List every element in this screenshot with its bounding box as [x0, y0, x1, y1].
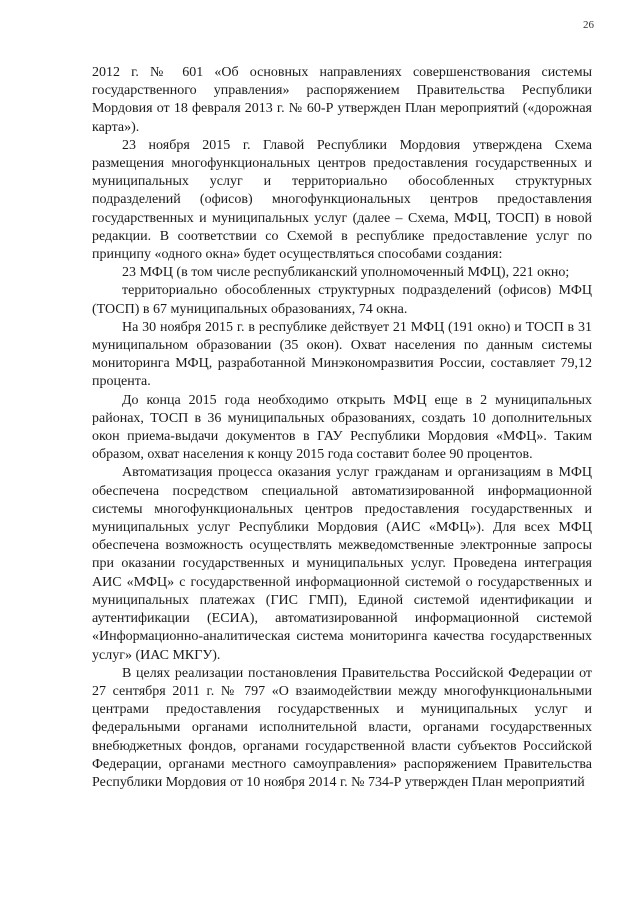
paragraph-continuation: 2012 г. № 601 «Об основных направлениях совершенствования системы государственного управления» распоряжением Правительства Республики Мордовия от 18 февраля 2013 г. № 60-Р утвержден План мероприятий («дорожная карта»). [92, 65, 592, 135]
paragraph-regulation: В целях реализации постановления Правительства Российской Федерации от 27 сентября 2011 г. № 797 «О взаимодействии между многофункциональными центрами предоставления государственных и муниципальных услуг и федеральными органами исполнительной власти, органами государственных внебюджетных фондов, органами государственной власти субъектов Российской Федерации, органами местного самоуправления» распоряжением Правительства Республики Мордовия от 10 ноября 2014 г. № 734-Р утвержден План мероприятий [92, 665, 592, 790]
paragraph-current-status: На 30 ноября 2015 г. в республике действует 21 МФЦ (191 окно) и ТОСП в 31 муниципальном образовании (35 окон). Охват населения по данным системы мониторинга МФЦ, разработанной Минэкономразвития России, составляет 79,12 процента. [92, 319, 592, 390]
document-body [92, 64, 592, 792]
paragraph-scheme: 23 ноября 2015 г. Главой Республики Мордовия утверждена Схема размещения многофункциональных центров предоставления государственных и муниципальных услуг и территориально обособленных структурных подразделений (офисов) многофункциональных центров предоставления государственных и муниципальных услуг (далее – Схема, МФЦ, ТОСП) в новой редакции. В соответствии со Схемой в республике предоставление услуг по принципу «одного окна» будет осуществляться способами создания: [92, 137, 592, 263]
paragraph-plans: До конца 2015 года необходимо открыть МФЦ еще в 2 муниципальных районах, ТОСП в 36 муниципальных образованиях, создать 10 дополнительных окон приема-выдачи документов в ГАУ Республики Мордовия «МФЦ». Таким образом, охват населения к концу 2015 года составит более 90 процентов. [92, 392, 592, 463]
paragraph-mfc-count: 23 МФЦ (в том числе республиканский уполномоченный МФЦ), 221 окно; [122, 265, 570, 281]
page-number: 26 [583, 19, 594, 31]
paragraph-tosp-count: территориально обособленных структурных подразделений (офисов) МФЦ (ТОСП) в 67 муниципальных образованиях, 74 окна. [92, 283, 592, 317]
paragraph-automation: Автоматизация процесса оказания услуг гражданам и организациям в МФЦ обеспечена посредством специальной автоматизированной информационной системы многофункциональных центров предоставления государственных и муниципальных услуг Республики Мордовия (АИС «МФЦ»). Для всех МФЦ обеспечена возможность осуществлять межведомственные электронные запросы при оказании государственных и муниципальных услуг. Проведена интеграция АИС «МФЦ» с государственной информационной системой о государственных и муниципальных платежах (ГИС ГМП), Единой системой идентификации и аутентификации (ЕСИА), автоматизированной информационной системой «Информационно-аналитическая система мониторинга качества государственных услуг» (ИАС МКГУ). [92, 465, 592, 663]
